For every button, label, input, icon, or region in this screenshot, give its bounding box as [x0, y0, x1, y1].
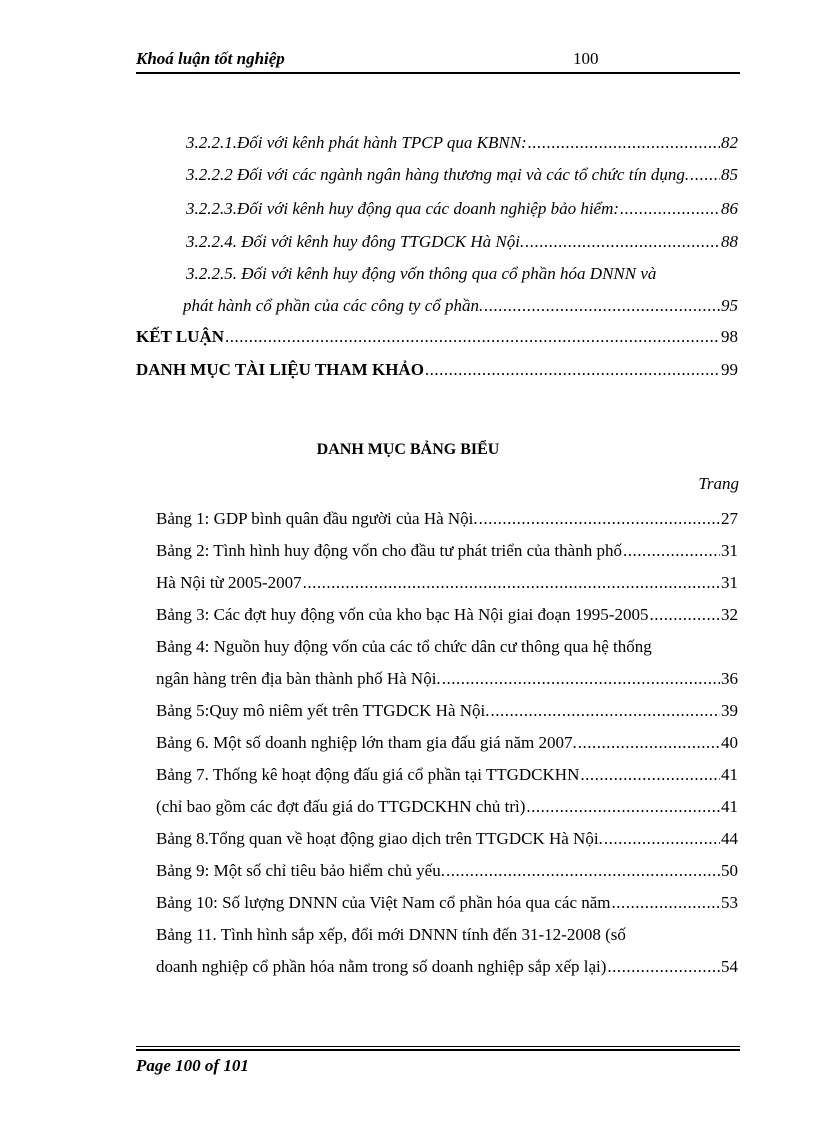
- table-list-entry: Bảng 6. Một số doanh nghiệp lớn tham gia đấu giá năm 2007. ..... 40: [156, 729, 738, 757]
- toc-entry: 3.2.2.2 Đối với các ngành ngân hàng thương mại và các tổ chức tín dụng. ..... 85: [186, 161, 738, 189]
- header-page-number: 100: [573, 49, 599, 68]
- toc-entry: 3.2.2.1.Đối với kênh phát hành TPCP qua KBNN: ..... 82: [186, 129, 738, 157]
- toc-entry: 3.2.2.4. Đối với kênh huy đông TTGDCK Hà Nội. ..... 88: [186, 228, 738, 256]
- footer-page-label: Page 100 of 101: [136, 1056, 249, 1075]
- page-column-label: Trang: [698, 474, 739, 493]
- toc-entry: 3.2.2.3.Đối với kênh huy động qua các doanh nghiệp bảo hiểm: ..... 86: [186, 195, 738, 223]
- toc-entry-line1: 3.2.2.5. Đối với kênh huy động vốn thông qua cổ phần hóa DNNN và: [186, 264, 657, 283]
- table-list-entry: Bảng 10: Số lượng DNNN của Việt Nam cổ phần hóa qua các năm ..... 53: [156, 889, 738, 917]
- toc-entry-references: DANH MỤC TÀI LIỆU THAM KHẢO ..... 99: [136, 356, 738, 384]
- table-list-entry-line1: Bảng 4: Nguồn huy động vốn của các tổ chức dân cư thông qua hệ thống: [156, 637, 652, 656]
- table-list-entry: Bảng 7. Thống kê hoạt động đấu giá cổ phần tại TTGDCKHN ..... 41: [156, 761, 738, 789]
- table-list-entry: ngân hàng trên địa bàn thành phố Hà Nội. ..... 36: [156, 665, 738, 693]
- toc-entry: phát hành cổ phần của các công ty cổ phần. ..... 95: [183, 292, 738, 320]
- page-footer: [136, 1046, 740, 1076]
- table-list-entry: Bảng 8.Tổng quan về hoạt động giao dịch trên TTGDCK Hà Nội. ..... 44: [156, 825, 738, 853]
- footer-rule: [136, 1046, 740, 1047]
- tables-section-title: DANH MỤC BẢNG BIỂU: [316, 441, 500, 458]
- table-list-entry: Bảng 1: GDP bình quân đầu người của Hà Nội. ..... 27: [156, 505, 738, 533]
- header-title: Khoá luận tốt nghiệp: [136, 49, 285, 68]
- table-list-entry: Bảng 3: Các đợt huy động vốn của kho bạc Hà Nội giai đoạn 1995-2005 ..... 32: [156, 601, 738, 629]
- page-header: [136, 48, 740, 74]
- table-list-entry: doanh nghiệp cổ phần hóa nằm trong số doanh nghiệp sắp xếp lại) ..... 54: [156, 953, 738, 981]
- table-list-entry: Hà Nội từ 2005-2007 ..... 31: [156, 569, 738, 597]
- table-list-entry: Bảng 9: Một số chỉ tiêu bảo hiểm chủ yếu. ..... 50: [156, 857, 738, 885]
- footer-rule: [136, 1049, 740, 1051]
- toc-entry-conclusion: KẾT LUẬN ..... 98: [136, 323, 738, 351]
- table-list-entry: Bảng 5:Quy mô niêm yết trên TTGDCK Hà Nội. ..... 39: [156, 697, 738, 725]
- table-list-entry: Bảng 2: Tình hình huy động vốn cho đầu tư phát triển của thành phố ..... 31: [156, 537, 738, 565]
- table-list-entry: (chỉ bao gồm các đợt đấu giá do TTGDCKHN chủ trì) ..... 41: [156, 793, 738, 821]
- table-list-entry-line1: Bảng 11. Tình hình sắp xếp, đổi mới DNNN tính đến 31-12-2008 (số: [156, 925, 626, 944]
